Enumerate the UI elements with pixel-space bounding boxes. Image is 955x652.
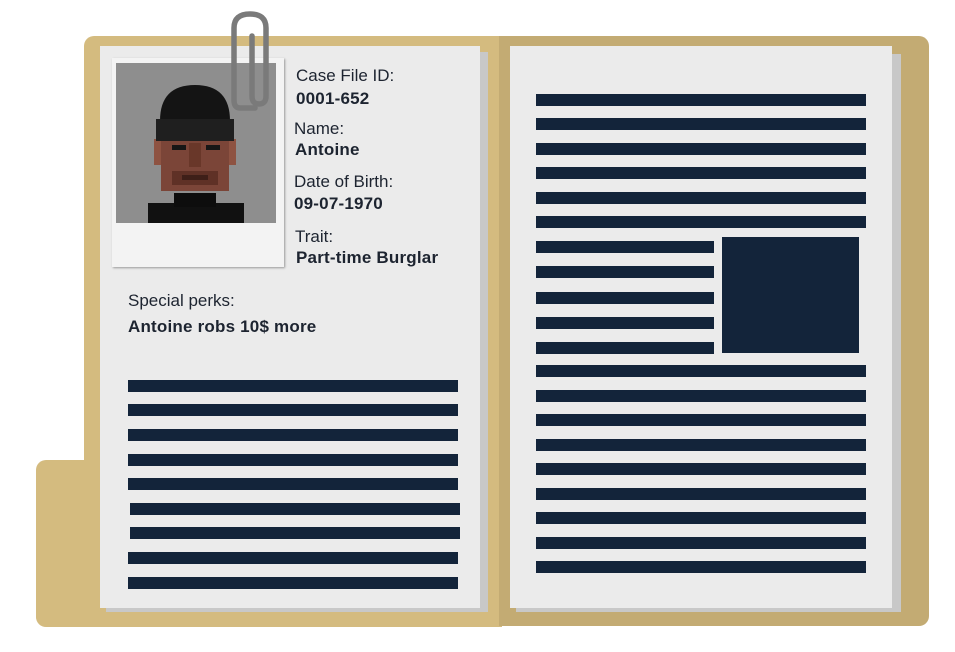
redacted-image-block: [722, 237, 859, 353]
trait-label: Trait:: [295, 227, 334, 246]
dob-label: Date of Birth:: [294, 172, 394, 191]
redaction-bar: [536, 143, 866, 155]
redaction-bar: [536, 512, 866, 524]
redaction-bar: [536, 94, 866, 106]
redaction-bar: [536, 439, 866, 451]
redaction-bar: [536, 118, 866, 130]
redaction-bar: [536, 488, 866, 500]
special-perks-label: Special perks:: [128, 291, 235, 310]
trait-value: Part-time Burglar: [296, 248, 439, 267]
redaction-bar: [536, 561, 866, 573]
redaction-bar: [128, 577, 458, 589]
redaction-bar: [128, 404, 458, 416]
redaction-bar: [536, 414, 866, 426]
redaction-bar: [130, 527, 460, 539]
redaction-bar: [536, 463, 866, 475]
name-label: Name:: [294, 119, 345, 138]
redaction-bar: [536, 216, 866, 228]
redaction-bar: [536, 266, 714, 278]
redaction-bar: [536, 365, 866, 377]
special-perks-value: Antoine robs 10$ more: [128, 317, 317, 336]
redaction-bar: [536, 317, 714, 329]
redaction-bar: [128, 380, 458, 392]
paperclip-icon: [229, 6, 273, 116]
redaction-bar: [536, 292, 714, 304]
redaction-bar: [128, 478, 458, 490]
name-value: Antoine: [295, 140, 360, 159]
redaction-bar: [536, 390, 866, 402]
redaction-bar: [536, 241, 714, 253]
redaction-bar: [128, 429, 458, 441]
redaction-bar: [128, 454, 458, 466]
redaction-bar: [536, 342, 714, 354]
case-file-id-label: Case File ID:: [296, 66, 395, 85]
case-file-id-value: 0001-652: [296, 89, 370, 108]
redaction-bar: [130, 503, 460, 515]
dob-value: 09-07-1970: [294, 194, 383, 213]
redaction-bar: [536, 167, 866, 179]
redaction-bar: [128, 552, 458, 564]
redaction-bar: [536, 537, 866, 549]
redaction-bar: [536, 192, 866, 204]
